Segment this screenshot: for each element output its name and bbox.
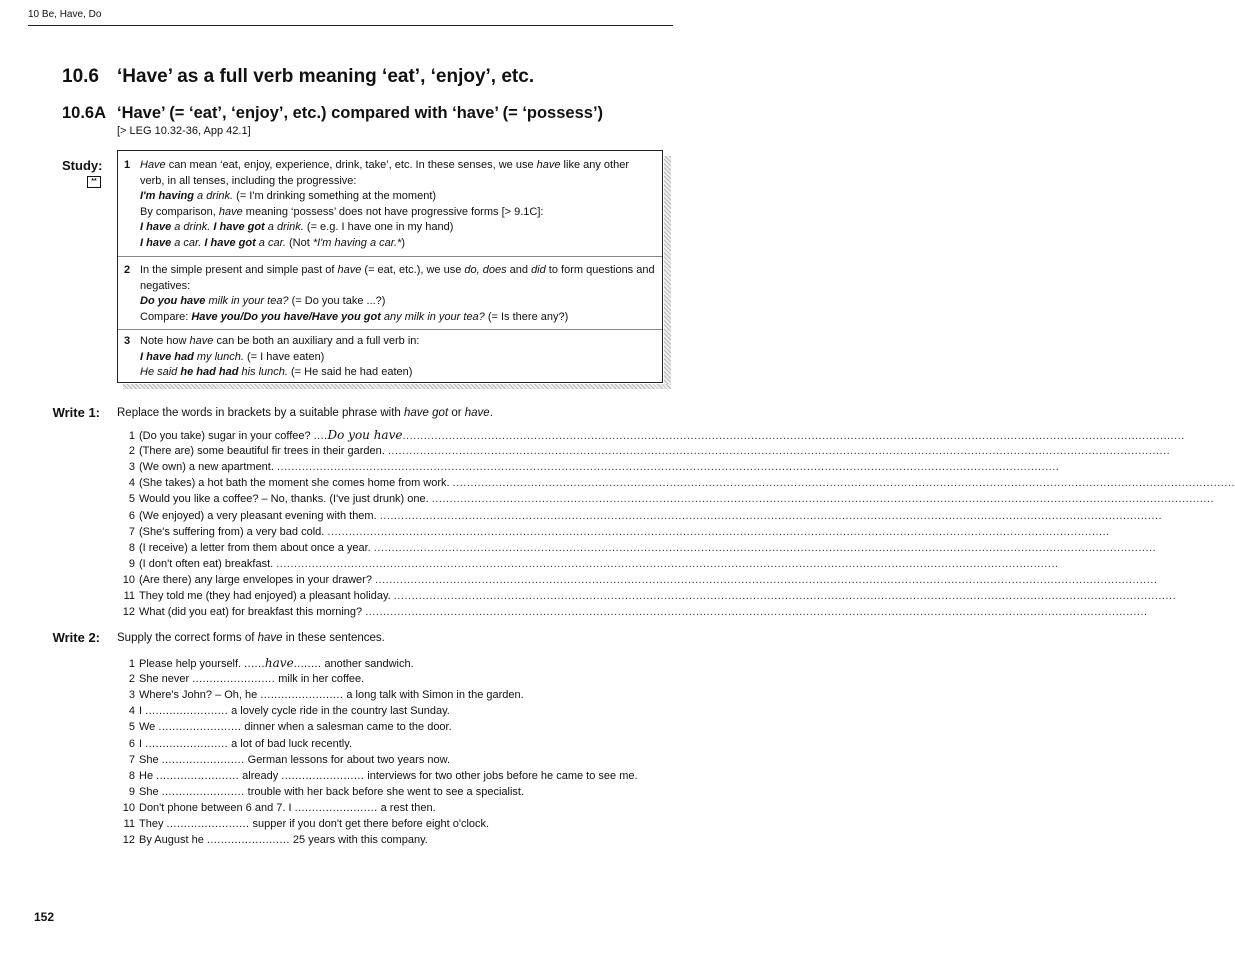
answer-blank[interactable]: ........................ — [294, 801, 378, 814]
section-number: 10.6 — [62, 66, 99, 87]
item-text: trouble with her back before she went to see a specialist. — [244, 785, 525, 798]
item-text: a lot of bad luck recently. — [228, 737, 352, 750]
example: milk in your tea? — [205, 295, 289, 307]
answer-blank[interactable]: ........................ — [260, 689, 344, 702]
exercise-item — [117, 604, 1148, 620]
example: I have — [140, 221, 172, 233]
item-text: interviews for two other jobs before he came to see me. — [364, 769, 638, 782]
text: have — [464, 407, 490, 419]
text: Supply the correct forms of — [117, 632, 258, 644]
section-heading — [62, 66, 534, 88]
item-number: 8 — [128, 541, 135, 554]
text: do, does — [464, 264, 507, 276]
item-text: Please help yourself. — [139, 658, 245, 670]
example: a drink. — [193, 190, 234, 202]
item-text: She — [139, 785, 162, 798]
subsection-number: 10.6A — [62, 104, 107, 122]
text: can mean ‘eat, enjoy, experience, drink, take’, etc. In these senses, we use — [165, 159, 537, 171]
text: meaning ‘possess’ does not have progressive forms [> 9.1C]: — [242, 205, 544, 218]
item-text: (We own) a new apartment. — [139, 461, 277, 474]
example: I have had — [140, 350, 194, 363]
item-number: 9 — [128, 785, 135, 798]
text: Note how — [140, 335, 190, 347]
item-number: 6 — [128, 509, 135, 522]
answer-leader: .... — [313, 430, 328, 442]
exercise-item — [117, 475, 1235, 491]
section-divider — [118, 329, 662, 330]
study-section-3 — [118, 334, 662, 381]
study-box — [117, 150, 663, 383]
exercise-item — [117, 524, 1110, 540]
answer-line[interactable]: ............................................................................................................................................................................................................................ — [431, 493, 1215, 506]
item-number: 10 — [122, 801, 135, 814]
exercise-item — [117, 508, 1163, 524]
item-text: already — [239, 769, 282, 782]
item-number: 6 — [128, 737, 135, 750]
example: a car. — [255, 236, 286, 249]
page-number: 152 — [34, 910, 55, 924]
answer-line[interactable]: ............................................................................................................................................................................................................................ — [365, 606, 1148, 619]
study-section-1 — [118, 158, 662, 251]
answer-line[interactable]: ............................................................................................................................................................................................................................ — [327, 525, 1110, 538]
answer-line[interactable]: ............................................................................................................................................................................................................................ — [387, 445, 1171, 458]
example: I have got — [213, 221, 265, 233]
text: In the simple present and simple past of — [140, 264, 338, 276]
item-text: a rest then. — [377, 801, 436, 814]
handwritten-answer[interactable]: Do you have — [327, 428, 403, 442]
item-text: a lovely cycle ride in the country last Sunday. — [228, 705, 450, 718]
example: I have — [140, 236, 172, 249]
exercise-item — [117, 427, 1185, 443]
answer-blank[interactable]: ........................ — [156, 769, 240, 782]
text: and — [506, 264, 532, 276]
answer-blank[interactable]: ........................ — [206, 834, 290, 847]
item-text: They told me (they had enjoyed) a pleasant holiday. — [139, 590, 394, 602]
answer-blank[interactable]: ........................ — [281, 769, 365, 782]
exercise-item — [117, 459, 1060, 475]
item-text: Don't phone between 6 and 7. I — [139, 801, 295, 814]
item-number: 11 — [123, 818, 135, 830]
text: have — [189, 335, 214, 347]
text: have — [218, 205, 243, 218]
item-text: (I don't often eat) breakfast. — [139, 557, 277, 570]
item-number: 1 — [128, 430, 135, 442]
item-number: 2 — [128, 673, 135, 686]
item-number: 10 — [122, 573, 135, 586]
item-text: (Do you take) sugar in your coffee? — [139, 430, 314, 442]
answer-line[interactable]: ............................................................................................................................................................................................................................ — [375, 573, 1158, 586]
item-text: another sandwich. — [321, 658, 414, 670]
box-shadow-right — [664, 156, 671, 389]
item-text: (Are there) any large envelopes in your drawer? — [139, 573, 376, 586]
exercise-item — [117, 556, 1059, 572]
write2-label: Write 2: — [52, 630, 100, 645]
item-text: supper if you don't get there before eight o'clock. — [249, 818, 490, 830]
text: (= eat, etc.), we use — [361, 264, 465, 276]
answer-blank[interactable]: ........................ — [158, 721, 242, 734]
example: I have got — [204, 236, 256, 249]
answer-line[interactable]: ............................................................................................................................................................................................................................ — [276, 461, 1060, 474]
answer-line[interactable]: ............................................................................................................................................................................................................................ — [452, 477, 1235, 490]
write1-instruction — [117, 407, 493, 419]
study-section-number: 2 — [124, 264, 131, 276]
item-number: 5 — [128, 721, 135, 734]
answer-leader: ........ — [293, 658, 322, 670]
reference: [> LEG 10.32-36, App 42.1] — [117, 125, 251, 137]
exercise-item — [117, 671, 670, 687]
answer-blank[interactable]: ........................ — [145, 737, 229, 750]
study-label: Study: — [62, 158, 103, 173]
study-section-number: 1 — [124, 159, 131, 171]
answer-line[interactable]: ............................................................................................................................................................................................................................ — [393, 590, 1177, 602]
gloss: *I'm having a car.* — [312, 236, 402, 249]
box-shadow-bottom — [123, 384, 671, 389]
gloss: (Not — [285, 236, 313, 249]
example: any milk in your tea? — [380, 310, 485, 323]
study-section-2 — [118, 263, 662, 325]
item-text: (She takes) a hot bath the moment she comes home from work. — [139, 477, 453, 490]
subsection-title: ‘Have’ (= ‘eat’, ‘enjoy’, etc.) compared with ‘have’ (= ‘possess’) — [117, 104, 604, 122]
subsection-heading — [62, 104, 603, 123]
answer-blank[interactable]: ........................ — [161, 785, 245, 798]
exercise-item — [117, 540, 1157, 556]
item-number: 9 — [128, 557, 135, 570]
example: Have you/Do you have/Have you got — [191, 310, 381, 323]
text: have got — [404, 407, 449, 419]
exercise-item — [117, 784, 670, 800]
gloss: (= Is there any?) — [484, 310, 569, 323]
gloss: (= e.g. I have one in my hand) — [303, 221, 454, 233]
exercise-item — [117, 768, 670, 784]
item-number: 1 — [128, 658, 135, 670]
exercise-item — [117, 491, 1215, 507]
write1-label: Write 1: — [52, 405, 100, 420]
answer-line[interactable]: ............................................................................................................................................................................................................................ — [402, 430, 1185, 442]
item-text: What (did you eat) for breakfast this morning? — [139, 606, 366, 619]
exercise-item — [117, 800, 670, 816]
answer-line[interactable]: ............................................................................................................................................................................................................................ — [373, 541, 1157, 554]
item-number: 5 — [128, 493, 135, 506]
item-text: (We enjoyed) a very pleasant evening with them. — [139, 509, 380, 522]
item-text: By August he — [139, 834, 207, 847]
item-number: 3 — [128, 689, 135, 702]
item-number: 2 — [128, 445, 135, 458]
answer-blank[interactable]: ........................ — [145, 705, 229, 718]
gloss: (= Do you take ...?) — [288, 295, 386, 307]
item-text: (There are) some beautiful fir trees in their garden. — [139, 445, 388, 458]
item-text: Where's John? – Oh, he — [139, 689, 261, 702]
gloss: ) — [401, 236, 406, 249]
text: . — [489, 407, 493, 419]
item-text: She never — [139, 673, 193, 686]
exercise-item — [117, 752, 670, 768]
item-text: German lessons for about two years now. — [244, 753, 451, 766]
item-text: 25 years with this company. — [289, 834, 428, 847]
item-number: 3 — [128, 461, 135, 474]
text: Replace the words in brackets by a suitable phrase with — [117, 407, 405, 419]
item-text: He — [139, 769, 157, 782]
difficulty-badge: ** — [87, 176, 101, 188]
item-number: 7 — [128, 525, 135, 538]
item-text: (She's suffering from) a very bad cold. — [139, 525, 328, 538]
section-divider — [118, 256, 662, 257]
item-text: I — [139, 737, 146, 750]
text: have — [337, 264, 362, 276]
text: By comparison, — [140, 205, 219, 218]
exercise-item — [117, 736, 670, 752]
item-text: milk in her coffee. — [275, 673, 365, 686]
example: a drink. — [171, 221, 214, 233]
exercise-item — [117, 816, 670, 832]
exercise-item — [117, 588, 1177, 604]
write2-instruction — [117, 632, 385, 644]
section-title: ‘Have’ as a full verb meaning ‘eat’, ‘enjoy’, etc. — [117, 66, 535, 87]
example: he had had — [180, 366, 239, 378]
text: to form questions and negatives: — [140, 264, 655, 292]
item-number: 12 — [122, 834, 135, 847]
answer-leader: ...... — [244, 658, 265, 670]
gloss: (= He said he had eaten) — [287, 366, 413, 378]
answer-blank[interactable]: ........................ — [161, 753, 245, 766]
item-text: (I receive) a letter from them about once a year. — [139, 541, 374, 554]
example: I'm having — [140, 190, 194, 202]
text: have — [536, 159, 561, 171]
answer-blank[interactable]: ........................ — [192, 673, 276, 686]
exercise-item — [117, 443, 1171, 459]
answer-line[interactable]: ............................................................................................................................................................................................................................ — [379, 509, 1163, 522]
text: can be both an auxiliary and a full verb in: — [213, 335, 420, 347]
example: my lunch. — [193, 350, 244, 363]
item-text: They — [139, 818, 167, 830]
gloss: (= I'm drinking something at the moment) — [233, 190, 437, 202]
exercise-item — [117, 655, 670, 671]
exercise-item — [117, 832, 670, 848]
example: a drink. — [264, 221, 304, 233]
header-rule — [28, 25, 673, 26]
item-text: Would you like a coffee? – No, thanks. (I've just drunk) one. — [139, 493, 432, 506]
item-number: 12 — [122, 606, 135, 619]
item-text: dinner when a salesman came to the door. — [241, 721, 452, 734]
study-section-number: 3 — [124, 335, 131, 347]
text: or — [448, 407, 465, 419]
example: a car. — [171, 236, 205, 249]
exercise-item — [117, 703, 670, 719]
running-head: 10 Be, Have, Do — [28, 9, 102, 20]
text: did — [531, 264, 546, 276]
answer-line[interactable]: ............................................................................................................................................................................................................................ — [276, 557, 1059, 570]
text: like any other verb, in all tenses, including the progressive: — [140, 159, 629, 187]
exercise-item — [117, 687, 670, 703]
item-text: I — [139, 705, 146, 718]
item-number: 4 — [128, 705, 135, 718]
item-number: 11 — [123, 590, 135, 602]
exercise-item — [117, 719, 670, 735]
item-number: 4 — [128, 477, 135, 490]
item-text: We — [139, 721, 159, 734]
item-number: 7 — [128, 753, 135, 766]
handwritten-answer[interactable]: have — [264, 656, 294, 670]
gloss: (= I have eaten) — [243, 350, 325, 363]
answer-blank[interactable]: ........................ — [166, 818, 250, 830]
text: Compare: — [140, 310, 192, 323]
text: Have — [140, 159, 166, 171]
text: in these sentences. — [282, 632, 385, 644]
exercise-item — [117, 572, 1158, 588]
item-text: She — [139, 753, 162, 766]
example: He said — [140, 366, 181, 378]
example: Do you have — [140, 295, 206, 307]
text: have — [257, 632, 283, 644]
item-number: 8 — [128, 769, 135, 782]
example: his lunch. — [238, 366, 288, 378]
item-text: a long talk with Simon in the garden. — [343, 689, 524, 702]
